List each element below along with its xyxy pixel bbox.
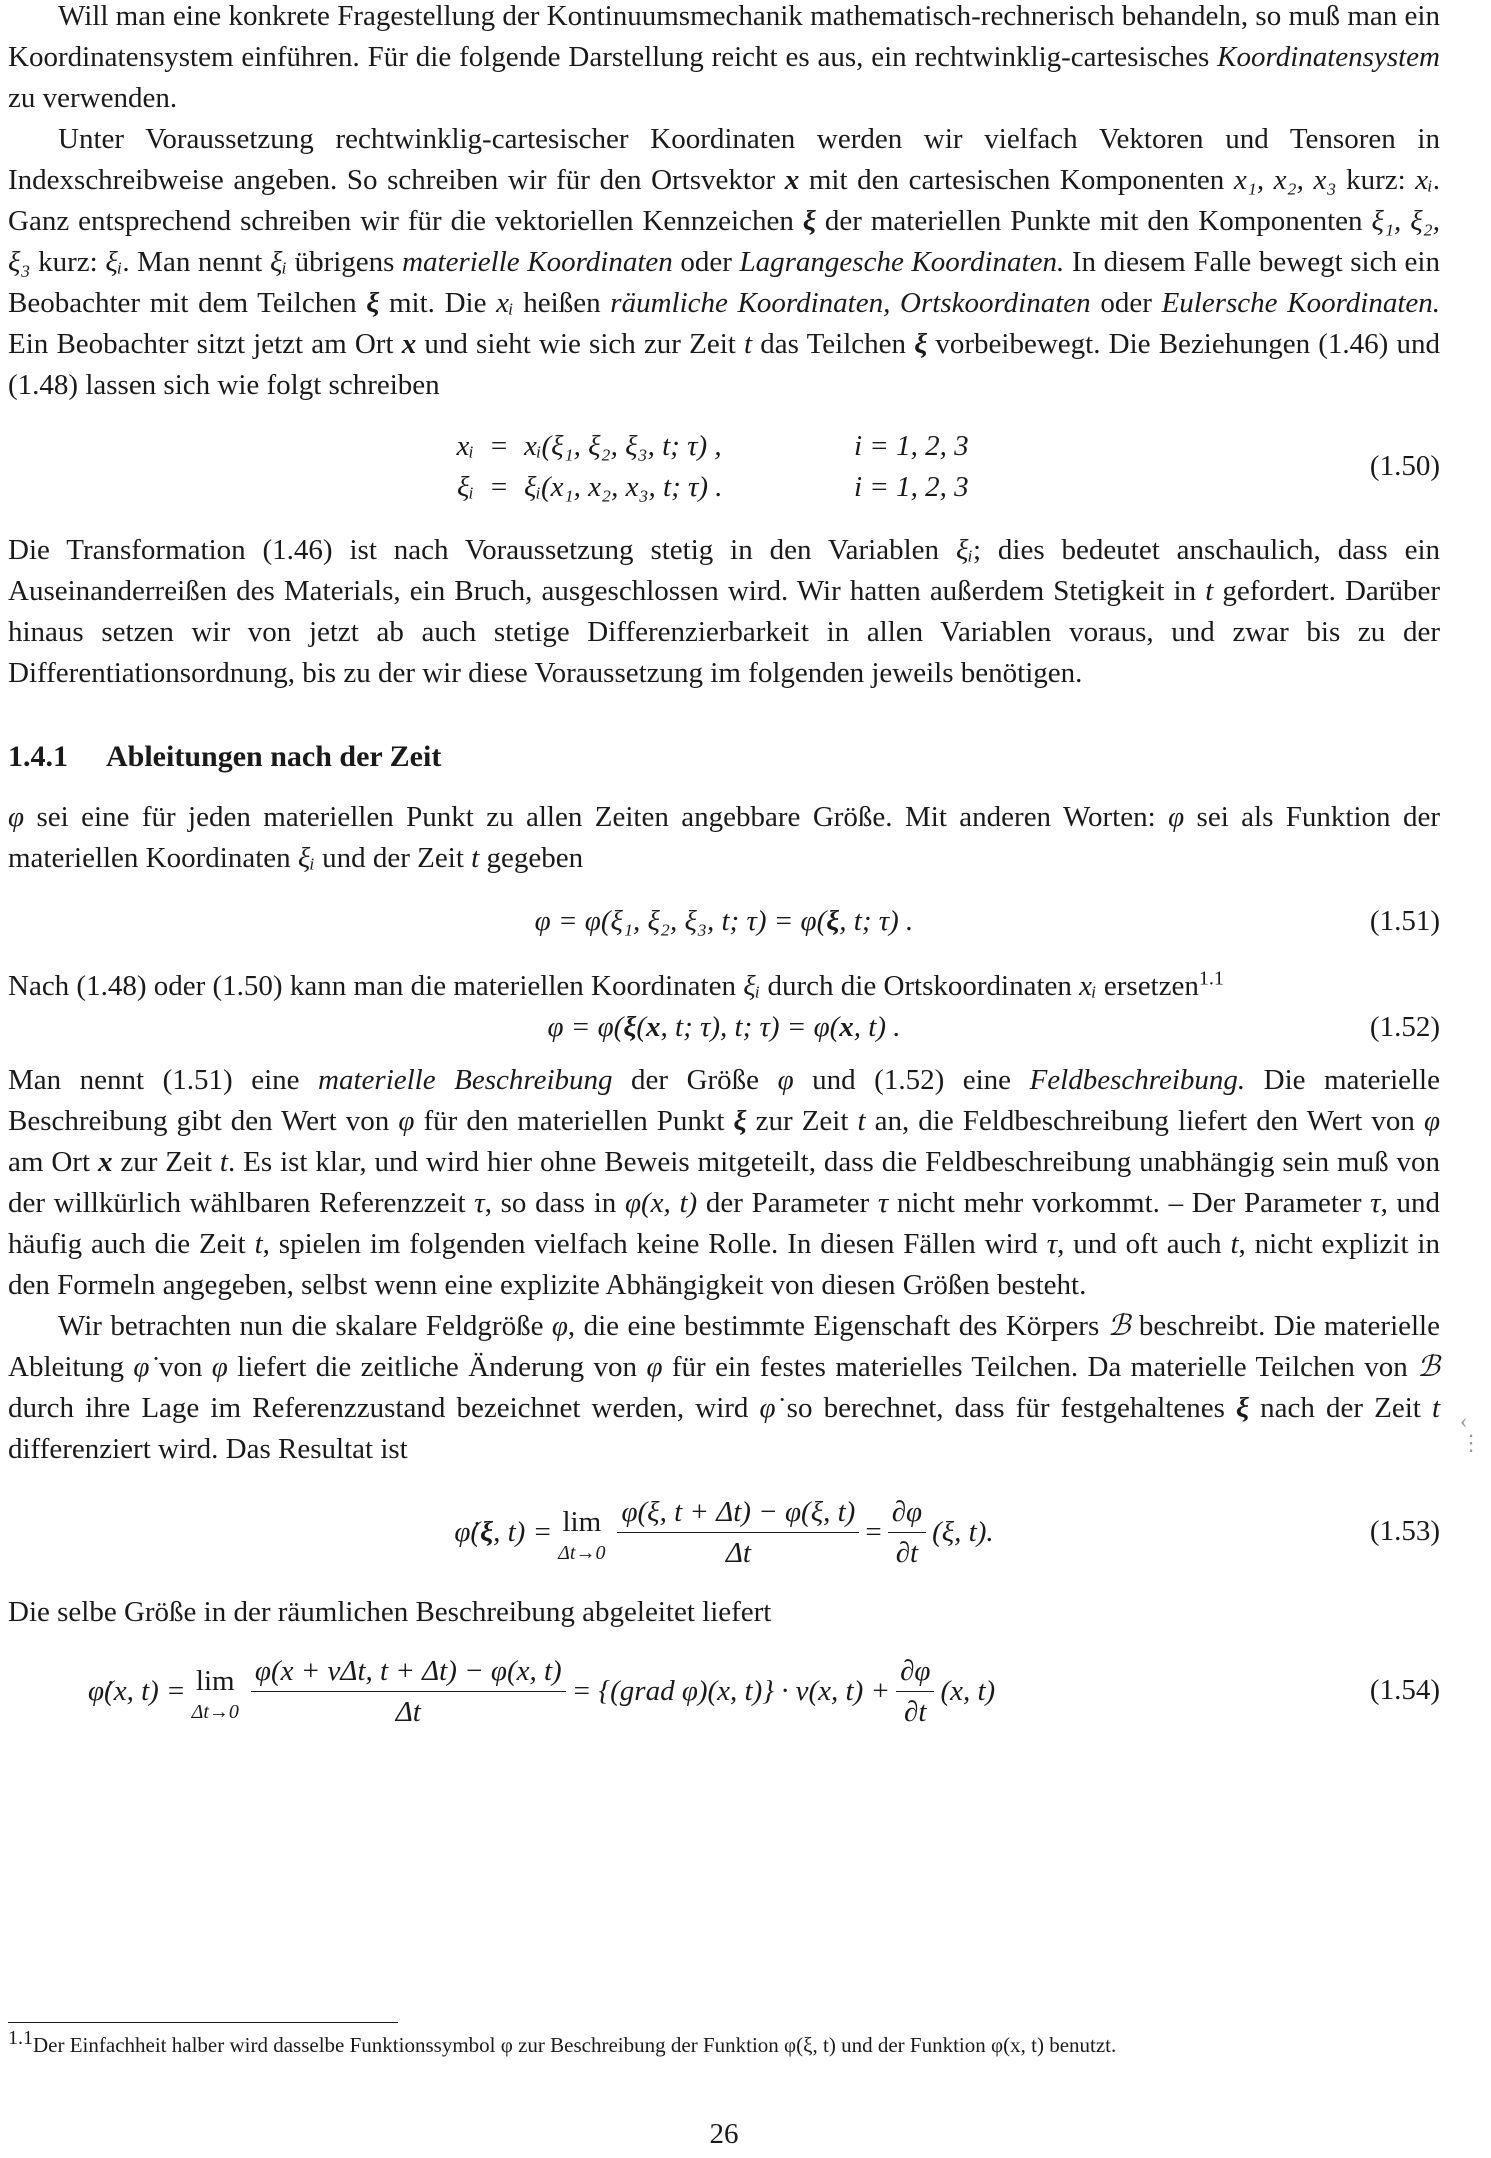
emphasis: Feldbeschreibung.	[1029, 1064, 1246, 1096]
paragraph-material-derivative: Wir betrachten nun die skalare Feldgröße φ, die eine bestimmte Eigenschaft des Körpers ℬ beschreibt. Die materielle Ableitung φ̇ von φ liefert die zeitliche Änderung von φ für ein festes materielles Teilchen. Da materielle Teilchen von ℬ durch ihre Lage im Referenzzustand bezeichnet werden, wird φ̇ so berechnet, dass für festgehaltenes ξ nach der Zeit t differenziert wird. Das Resultat ist	[8, 1310, 1440, 1465]
emphasis: räumliche Koordinaten, Ortskoordinaten	[610, 287, 1091, 319]
eq-lhs: ξᵢ	[456, 471, 474, 503]
footnote-text: Der Einfachheit halber wird dasselbe Funktionssymbol φ zur Beschreibung der Funktion φ(ξ, t) und der Funktion φ(x, t) benutzt.	[33, 2033, 1117, 2057]
footnote-mark: 1.1	[8, 2027, 33, 2049]
eq-equals: =	[490, 471, 508, 503]
equation-1-54: φ̇(x, t) = lim Δt→0 $\frac{\text{φ(x + vΔt, t + Δt) − φ(x, t)}}{\Delta t}$ = {(grad φ)(x, t)} · v(x, t) + $\frac{\partial\varphi}{\partial t}$ (x, t) (1.54)	[88, 1654, 1440, 1728]
footnote	[8, 2027, 1440, 2060]
paragraph-index-notation: Unter Voraussetzung rechtwinklig-cartesischer Koordinaten werden wir vielfach Vektoren und Tensoren in Indexschreibweise angeben. So schreiben wir für den Ortsvektor x mit den cartesischen Komponenten x₁, x₂, x₃ kurz: xᵢ. Ganz entsprechend schreiben wir für die vektoriellen Kennzeichen ξ der materiellen Punkte mit den Komponenten ξ₁, ξ₂, ξ₃ kurz: ξᵢ. Man nennt ξᵢ übrigens materielle Koordinaten oder Lagrangesche Koordinaten. In diesem Falle bewegt sich ein Beobachter mit dem Teilchen ξ mit. Die xᵢ heißen räumliche Koordinaten, Ortskoordinaten oder Eulersche Koordinaten. Ein Beobachter sitzt jetzt am Ort x und sieht wie sich zur Zeit t das Teilchen ξ vorbeibewegt. Die Beziehungen (1.46) und (1.48) lassen sich wie folgt schreiben	[8, 123, 1441, 401]
equation-1-53: φ̇( ξ , t) = lim Δt→0 $\frac{\varphi(\xi, t + \Delta t) - \varphi(\xi, t)}{\Delta t}$ = $\frac{\partial\varphi}{\partial t}$ (ξ, t). (1.53)	[454, 1495, 1440, 1569]
equation-number: (1.53)	[1369, 1515, 1440, 1547]
math-x-components: x₁, x₂, x₃	[1233, 164, 1337, 196]
math-x-vector: x	[784, 164, 800, 196]
eq-equals: =	[490, 430, 508, 462]
margin-scan-mark: ‹ ⋮	[1460, 1408, 1482, 1455]
emphasis: Lagrangesche Koordinaten.	[739, 246, 1065, 278]
text-run: zu verwenden.	[8, 82, 178, 114]
equation-1-52: φ = φ(ξ(x, t; τ), t; τ) = φ(x, t) . (1.52)	[8, 1007, 1440, 1048]
fraction: $\frac{\text{φ(x + vΔt, t + Δt) − φ(x, t)}}{\Delta t}$	[251, 1653, 566, 1730]
section-title: Ableitungen nach der Zeit	[106, 740, 442, 773]
body-text	[8, 0, 1440, 1739]
fraction: $\frac{\varphi(\xi, t + \Delta t) - \varphi(\xi, t)}{\Delta t}$	[617, 1494, 859, 1571]
section-heading	[8, 736, 1440, 777]
eq-range: i = 1, 2, 3	[854, 471, 969, 503]
math-x-i: xᵢ	[1415, 164, 1433, 196]
limit: lim Δt→0	[558, 1505, 606, 1564]
equation-1-50	[8, 426, 1440, 510]
paragraph-phi-definition: φ sei eine für jeden materiellen Punkt zu allen Zeiten angebbare Größe. Mit anderen Worten: φ sei als Funktion der materiellen Koordinaten ξᵢ und der Zeit t gegeben	[8, 801, 1440, 874]
equation-number: (1.50)	[1369, 450, 1440, 482]
eq-rhs: xᵢ(ξ₁, ξ₂, ξ₃, t; τ) ,	[524, 430, 722, 462]
emphasis: Eulersche Koordinaten.	[1161, 287, 1441, 319]
eq-range: i = 1, 2, 3	[854, 430, 969, 462]
section-number: 1.4.1	[8, 740, 68, 773]
partial-derivative: $\frac{\partial\varphi}{\partial t}$	[888, 1494, 926, 1571]
equation-number: (1.51)	[1369, 905, 1440, 937]
emphasis: Koordinatensystem	[1217, 41, 1440, 73]
eq-rhs: ξᵢ(x₁, x₂, x₃, t; τ) .	[524, 471, 723, 503]
equation-system	[0, 426, 1420, 508]
emphasis: materielle Koordinaten	[402, 246, 673, 278]
paragraph-substitution: Nach (1.48) oder (1.50) kann man die materiellen Koordinaten ξᵢ durch die Ortskoordinaten xᵢ ersetzen$^{1.1}$	[8, 967, 1224, 1002]
paragraph-field-description: Man nennt (1.51) eine materielle Beschreibung der Größe φ und (1.52) eine Feldbeschreibung. Die materielle Beschreibung gibt den Wert von φ für den materiellen Punkt ξ zur Zeit t an, die Feldbeschreibung liefert den Wert von φ am Ort x zur Zeit t. Es ist klar, und wird hier ohne Beweis mitgeteilt, dass die Feldbeschreibung unabhängig sein muß von der willkürlich wählbaren Referenzzeit τ, so dass in φ(x, t) der Parameter τ nicht mehr vorkommt. – Der Parameter τ, und häufig auch die Zeit t, spielen im folgenden vielfach keine Rolle. In diesen Fällen wird τ, und oft auch t, nicht explizit in den Formeln angegeben, selbst wenn eine explizite Abhängigkeit von diesen Größen besteht.	[8, 1064, 1440, 1301]
equation-number: (1.54)	[1369, 1674, 1440, 1706]
footnote-mark[interactable]: 1.1	[1198, 967, 1224, 990]
paragraph-spatial: Die selbe Größe in der räumlichen Beschreibung abgeleitet liefert	[8, 1596, 772, 1628]
math-xi-vector: ξ	[802, 205, 816, 237]
math-xi-i: ξᵢ	[105, 246, 123, 278]
equation-number: (1.52)	[1369, 1011, 1440, 1043]
emphasis: materielle Beschreibung	[318, 1064, 613, 1096]
paragraph-intro	[8, 0, 1440, 119]
eq-lhs: xᵢ	[456, 430, 474, 462]
page-number: 26	[709, 2118, 739, 2150]
math-xi-components: ξ₁, ξ₂, ξ₃	[8, 205, 1441, 278]
paragraph-continuity: Die Transformation (1.46) ist nach Voraussetzung stetig in den Variablen ξᵢ; dies bedeutet anschaulich, dass ein Auseinanderreißen des Materials, ein Bruch, ausgeschlossen wird. Wir hatten außerdem Stetigkeit in t gefordert. Darüber hinaus setzen wir von jetzt ab auch stetige Differenzierbarkeit in allen Variablen voraus, und zwar bis zu der Differentiationsordnung, bis zu der wir diese Voraussetzung im folgenden jeweils benötigen.	[8, 534, 1440, 689]
text-run: Will man eine konkrete Fragestellung der Kontinuumsmechanik mathematisch-rechnerisch behandeln, so muß man ein Koordinatensystem einführen. Für die folgende Darstellung reicht es aus, ein rechtwinklig-cartesisches	[8, 0, 1440, 73]
limit: lim Δt→0	[191, 1664, 239, 1723]
equation-1-51: φ = φ(ξ₁, ξ₂, ξ₃, t; τ) = φ(ξ, t; τ) . (1.51)	[8, 901, 1440, 942]
footnote-rule	[8, 2022, 398, 2023]
partial-derivative: $\frac{\partial\varphi}{\partial t}$	[896, 1653, 934, 1730]
